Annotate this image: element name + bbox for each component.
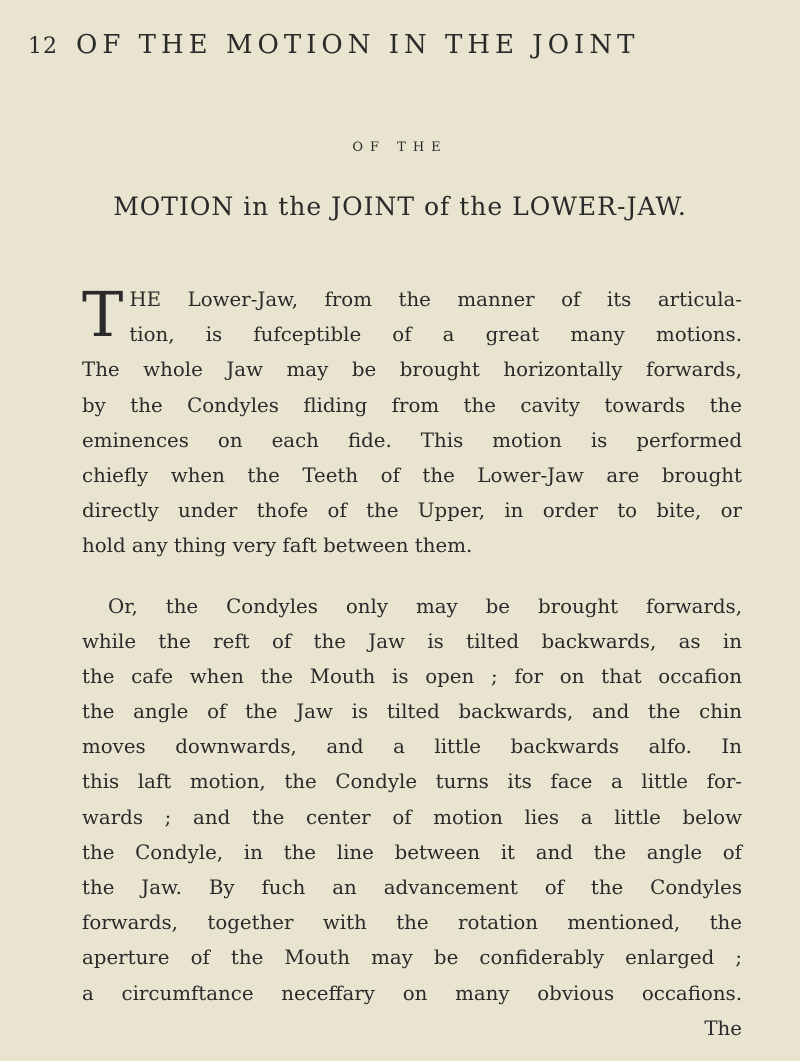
text-line: Or, the Condyles only may be brought forwards, [108,594,742,618]
text-line: wards ; and the center of motion lies a little below [82,805,742,829]
text-line: by the Condyles fliding from the cavity towards the [82,393,742,417]
drop-cap: T [82,278,124,351]
text-line: aperture of the Mouth may be confiderably enlarged ; [82,946,742,970]
paragraph-gap [82,564,742,589]
text-line: the cafe when the Mouth is open ; for on that occafion [82,664,742,688]
text-line: the Jaw. By fuch an advancement of the Condyles [82,876,742,899]
text-line: The whole Jaw may be brought horizontally forwards, [82,358,742,382]
text-line: chiefly when the Teeth of the Lower-Jaw are brought [82,463,742,487]
body-text [82,278,742,1046]
paragraph-1 [82,278,742,564]
text-line: eminences on each fide. This motion is performed [82,428,742,452]
text-line: hold any thing very faft between them. [82,534,473,558]
catchword: The [704,1016,742,1040]
text-line: moves downwards, and a little backwards alfo. In [82,735,742,759]
text-line: a circumftance neceffary on many obvious occafions. [82,981,742,1005]
text-line: directly under thofe of the Upper, in order to bite, or [82,499,742,523]
text-line: forwards, together with the rotation mentioned, the [82,911,742,935]
text-line: the Condyle, in the line between it and the angle of [82,840,742,864]
text-line: this laft motion, the Condyle turns its face a little for- [82,770,742,794]
chapter-title: MOTION in the JOINT of the LOWER-JAW. [113,192,687,221]
text-line: tion, is fufceptible of a great many motions. [129,323,742,347]
text-line: HE Lower-Jaw, from the manner of its articula- [129,288,742,311]
running-head [28,30,639,60]
page-number: 12 [28,34,58,59]
heading-of-the: OF THE [352,140,448,155]
paragraph-2 [82,589,742,1011]
running-head-title: OF THE MOTION IN THE JOINT [76,30,640,60]
text-line: the angle of the Jaw is tilted backwards, and the chin [82,700,742,724]
text-line: while the reft of the Jaw is tilted backwards, as in [82,629,742,653]
